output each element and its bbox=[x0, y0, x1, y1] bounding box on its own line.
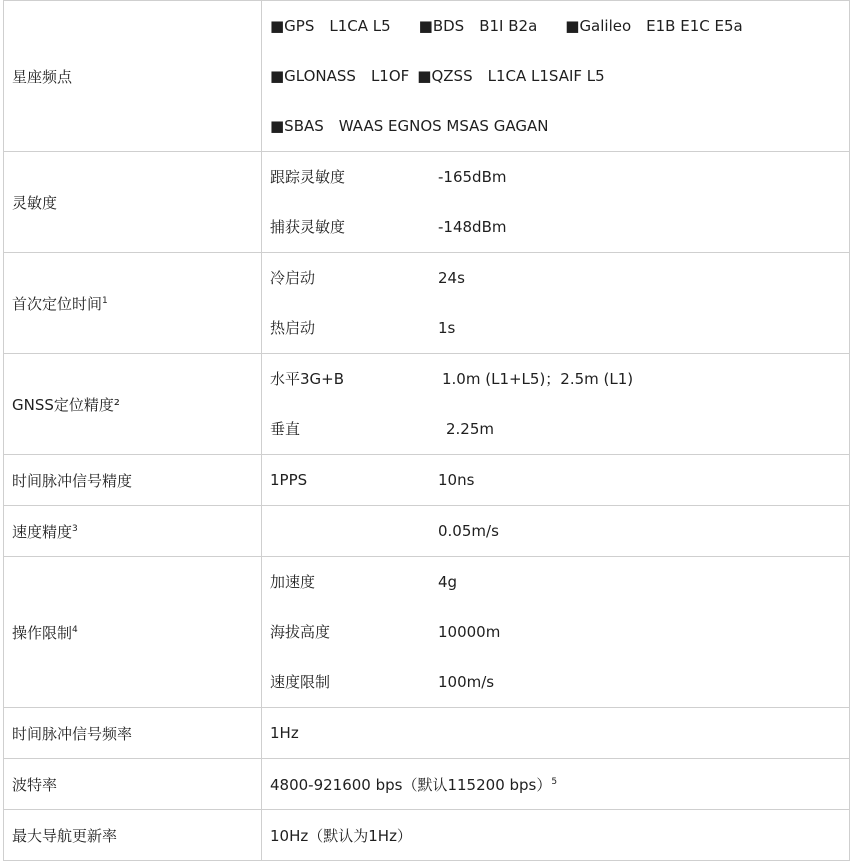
label-pps-frequency: 时间脉冲信号频率 bbox=[4, 708, 262, 759]
label-accuracy: GNSS定位精度² bbox=[4, 354, 262, 455]
spec-table bbox=[3, 0, 850, 861]
tracking-sensitivity-label: 跟踪灵敏度 bbox=[270, 168, 346, 186]
label-velocity-text: 速度精度 bbox=[12, 522, 73, 541]
pps-accuracy-value: 10ns bbox=[438, 471, 475, 489]
speed-limit-label: 速度限制 bbox=[270, 673, 331, 691]
label-pps-accuracy: 时间脉冲信号精度 bbox=[4, 455, 262, 506]
label-nav-rate: 最大导航更新率 bbox=[4, 810, 262, 861]
value-sensitivity bbox=[262, 152, 850, 253]
value-accuracy bbox=[262, 354, 850, 455]
value-nav-rate: 10Hz（默认为1Hz） bbox=[262, 810, 850, 861]
row-baud bbox=[4, 759, 850, 810]
row-sensitivity bbox=[4, 152, 850, 253]
footnote-3: 3 bbox=[72, 523, 78, 534]
tracking-sensitivity-value: -165dBm bbox=[438, 168, 507, 186]
value-baud bbox=[262, 759, 850, 810]
speed-limit-value: 100m/s bbox=[438, 673, 495, 691]
label-baud: 波特率 bbox=[4, 759, 262, 810]
constellation-gps: ■GPS L1CA L5 bbox=[270, 17, 391, 35]
acceleration-value: 4g bbox=[438, 573, 458, 591]
label-limits-text: 操作限制 bbox=[12, 623, 73, 642]
row-velocity bbox=[4, 506, 850, 557]
baud-value: 4800-921600 bps（默认115200 bps） bbox=[270, 775, 552, 794]
value-pps-frequency: 1Hz bbox=[262, 708, 850, 759]
cold-start-value: 24s bbox=[438, 269, 465, 287]
acquisition-sensitivity-value: -148dBm bbox=[438, 218, 507, 236]
row-accuracy bbox=[4, 354, 850, 455]
constellation-sbas: ■SBAS WAAS EGNOS MSAS GAGAN bbox=[270, 117, 549, 135]
cold-start-label: 冷启动 bbox=[270, 269, 316, 287]
value-velocity bbox=[262, 506, 850, 557]
row-pps-accuracy bbox=[4, 455, 850, 506]
acceleration-label: 加速度 bbox=[270, 573, 316, 591]
constellation-qzss: ■QZSS L1CA L1SAIF L5 bbox=[417, 67, 605, 85]
label-sensitivity: 灵敏度 bbox=[4, 152, 262, 253]
row-constellation bbox=[4, 1, 850, 152]
label-ttff bbox=[4, 253, 262, 354]
footnote-5: 5 bbox=[551, 776, 558, 787]
constellation-galileo: ■Galileo E1B E1C E5a bbox=[565, 17, 743, 35]
value-constellation bbox=[262, 1, 850, 152]
vertical-value: 2.25m bbox=[446, 420, 495, 438]
label-limits bbox=[4, 557, 262, 708]
value-limits bbox=[262, 557, 850, 708]
altitude-value: 10000m bbox=[438, 623, 501, 641]
hot-start-value: 1s bbox=[438, 319, 456, 337]
row-nav-rate bbox=[4, 810, 850, 861]
footnote-4: 4 bbox=[72, 624, 78, 635]
horizontal-value: 1.0m (L1+L5)；2.5m (L1) bbox=[442, 370, 634, 388]
label-ttff-text: 首次定位时间 bbox=[12, 294, 103, 313]
vertical-label: 垂直 bbox=[270, 420, 301, 438]
row-ttff bbox=[4, 253, 850, 354]
row-pps-frequency bbox=[4, 708, 850, 759]
label-velocity bbox=[4, 506, 262, 557]
value-ttff bbox=[262, 253, 850, 354]
altitude-label: 海拔高度 bbox=[270, 623, 331, 641]
horizontal-label: 水平3G+B bbox=[270, 370, 345, 388]
hot-start-label: 热启动 bbox=[270, 319, 316, 337]
pps-label: 1PPS bbox=[270, 471, 308, 489]
value-pps-accuracy bbox=[262, 455, 850, 506]
footnote-1: 1 bbox=[102, 295, 108, 306]
row-limits bbox=[4, 557, 850, 708]
label-constellation: 星座频点 bbox=[4, 1, 262, 152]
acquisition-sensitivity-label: 捕获灵敏度 bbox=[270, 218, 346, 236]
constellation-bds: ■BDS B1I B2a bbox=[418, 17, 538, 35]
constellation-glonass: ■GLONASS L1OF bbox=[270, 67, 410, 85]
velocity-value: 0.05m/s bbox=[438, 522, 499, 540]
